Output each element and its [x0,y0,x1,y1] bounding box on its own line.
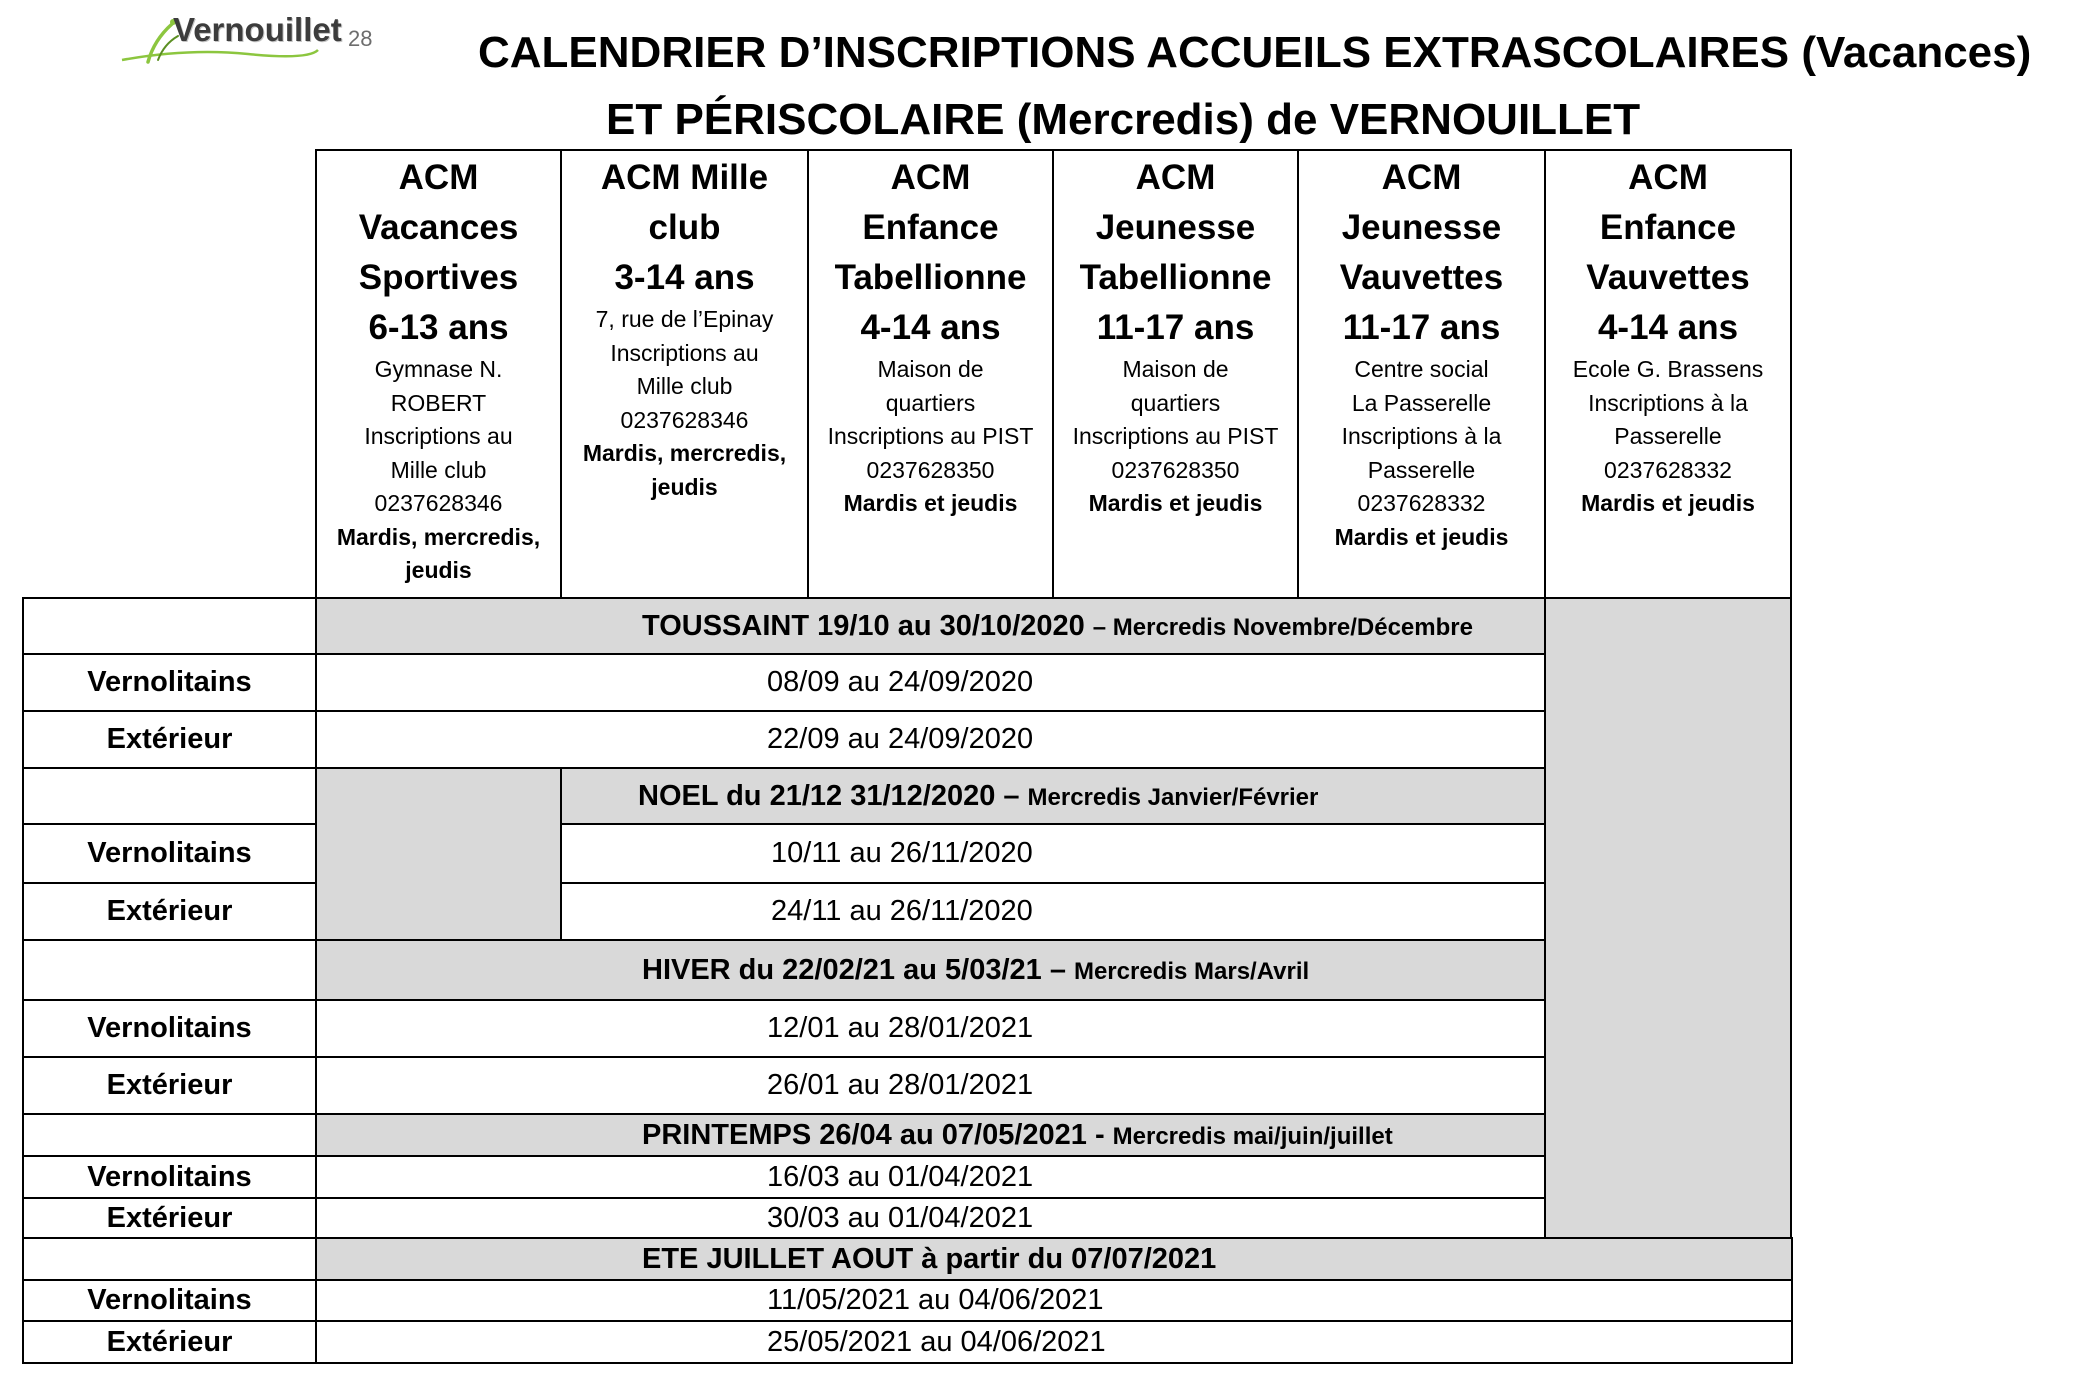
registration-dates [315,1320,1793,1364]
row-label [22,1279,317,1322]
registration-dates-text: 30/03 au 01/04/2021 [767,1201,1034,1234]
column-title-line: ACM [1135,158,1216,197]
row-label [22,653,317,712]
column-days-line: jeudis [651,473,718,500]
period-heading-row [315,1237,1793,1281]
row-label-empty [22,1237,317,1281]
period-heading-note: Mercredis mai/juin/juillet [1112,1122,1393,1150]
column-title-line: 11-17 ans [1096,308,1255,347]
period-heading-row [315,597,1546,655]
column-detail-line: Maison de [1122,356,1229,382]
column-detail-line: Inscriptions au PIST [827,423,1034,449]
column-title-line: 4-14 ans [1597,308,1739,347]
column-detail-line: 7, rue de l’Epinay [595,306,774,332]
row-label [22,1320,317,1364]
period-heading [638,780,1318,813]
column-detail-line: Maison de [877,356,984,382]
column-title-line: Sportives [358,258,519,297]
registration-dates [315,1056,1546,1115]
period-heading-text: NOEL du 21/12 31/12/2020 – [638,779,1020,812]
registration-dates-text: 10/11 au 26/11/2020 [771,837,1033,869]
column-detail-line: Gymnase N. [374,356,503,382]
column-title-line: 11-17 ans [1342,308,1501,347]
column-header-jeunesse-vauvettes [1297,149,1546,599]
column-title-line: 3-14 ans [614,258,755,297]
registration-dates-text: 11/05/2021 au 04/06/2021 [767,1284,1104,1316]
row-label [22,1155,317,1199]
registration-dates [315,1279,1793,1322]
registration-dates-text: 26/01 au 28/01/2021 [767,1069,1034,1101]
column-detail-line: quartiers [885,389,976,416]
registration-dates [315,1197,1546,1239]
column-title-line: 6-13 ans [368,308,509,347]
column-detail-line: Inscriptions au PIST [1072,423,1279,449]
column-detail-line: Inscriptions à la [1341,423,1502,449]
column-detail-line: Inscriptions à la [1588,389,1748,416]
column-title-line: ACM [398,158,479,197]
column-detail-line: Centre social [1354,356,1489,382]
registration-dates-text: 08/09 au 24/09/2020 [767,666,1034,698]
row-label-empty [22,939,317,1001]
column-days-line: Mardis et jeudis [843,490,1018,516]
column-title-line: club [648,208,721,247]
period-heading [642,610,1473,643]
column-detail-line: Passerelle [1614,423,1722,449]
row-label [22,823,317,884]
column-title-line: Enfance [1599,208,1737,247]
row-label-text: Extérieur [106,723,233,755]
registration-dates-text: 12/01 au 28/01/2021 [767,1012,1034,1044]
column-detail-line: La Passerelle [1351,389,1492,416]
column-title-line: 4-14 ans [860,308,1001,347]
column-header-enfance-tabellionne [807,149,1054,599]
period-heading-row [315,1113,1546,1157]
row-label-text: Extérieur [106,895,233,927]
row-label-text: Vernolitains [87,1284,252,1316]
column-detail-line: Inscriptions au [364,423,513,449]
row-label-text: Extérieur [106,1069,233,1101]
column-detail-line: Mille club [636,373,733,399]
column-title-line: Vacances [358,208,519,247]
column-detail-line: Mille club [390,456,487,483]
registration-dates-text: 16/03 au 01/04/2021 [767,1160,1034,1193]
registration-dates [315,1155,1546,1199]
column-detail-line: 0237628332 [1357,490,1486,516]
column-title-line: ACM [890,158,971,197]
period-heading [642,1119,1393,1152]
row-label [22,710,317,769]
registration-dates [315,999,1546,1058]
shaded-cell [315,767,562,941]
registration-dates-text: 24/11 au 26/11/2020 [771,895,1033,927]
row-label [22,882,317,941]
column-title-line: Enfance [862,208,999,247]
column-header-vacances-sportives [315,149,562,599]
period-heading [642,1243,1216,1276]
row-label-text: Vernolitains [87,1012,252,1044]
column-days-line: Mardis et jeudis [1581,490,1755,516]
registration-dates-text: 25/05/2021 au 04/06/2021 [767,1325,1106,1358]
shaded-cell [1544,597,1792,1239]
column-title-line: Vauvettes [1586,258,1750,297]
column-title-line: ACM [1628,158,1708,197]
period-heading-row [560,767,1546,825]
registration-dates-text: 22/09 au 24/09/2020 [767,723,1034,755]
column-detail-line: 0237628350 [866,456,995,483]
column-days-line: jeudis [405,557,472,583]
logo-department-number: 28 [348,26,373,51]
registration-dates [315,710,1546,769]
column-days-line: Mardis et jeudis [1334,523,1509,550]
column-title-line: Jeunesse [1095,208,1256,247]
column-days-line: Mardis, mercredis, [582,440,787,466]
page-title-line-1: CALENDRIER D’INSCRIPTIONS ACCUEILS EXTRASCOLAIRES (Vacances) [478,28,2032,77]
column-detail-line: ROBERT [390,389,487,416]
registration-dates [315,653,1546,712]
period-heading-text: HIVER du 22/02/21 au 5/03/21 – [642,953,1066,986]
period-heading-text: PRINTEMPS 26/04 au 07/05/2021 - [642,1118,1105,1151]
column-detail-line: Inscriptions au [610,339,759,366]
period-heading [642,954,1309,987]
column-header-jeunesse-tabellionne [1052,149,1299,599]
row-label [22,999,317,1058]
period-heading-note: – Mercredis Novembre/Décembre [1092,613,1473,641]
logo-wordmark: Vernouillet [173,11,342,48]
column-detail-line: Ecole G. Brassens [1572,356,1764,382]
vernouillet-logo [118,10,398,70]
row-label-empty [22,597,317,655]
column-detail-line: 0237628350 [1111,456,1240,483]
column-detail-line: 0237628346 [374,490,503,516]
column-detail-line: 0237628346 [620,406,749,433]
period-heading-row [315,939,1546,1001]
column-header-enfance-vauvettes [1544,149,1792,599]
row-label-text: Vernolitains [87,1160,252,1193]
row-label [22,1056,317,1115]
row-label [22,1197,317,1239]
period-heading-text: ETE JUILLET AOUT à partir du 07/07/2021 [642,1242,1217,1275]
column-title-line: Tabellionne [1079,258,1272,297]
period-heading-text: TOUSSAINT 19/10 au 30/10/2020 [642,609,1085,642]
column-days-line: Mardis et jeudis [1088,490,1263,516]
column-days-line: Mardis, mercredis, [336,523,541,550]
column-detail-line: 0237628332 [1604,456,1732,483]
column-title-line: Jeunesse [1341,208,1502,247]
row-label-text: Vernolitains [87,666,252,698]
column-title-line: Tabellionne [834,258,1027,297]
column-detail-line: quartiers [1130,389,1221,416]
column-header-mille-club [560,149,809,599]
row-label-text: Extérieur [106,1325,233,1358]
row-label-text: Extérieur [106,1201,233,1234]
registration-dates [560,882,1546,941]
row-label-empty [22,1113,317,1157]
page-title-line-2: ET PÉRISCOLAIRE (Mercredis) de VERNOUILLET [606,95,1641,144]
row-label-empty [22,767,317,825]
column-title-line: Vauvettes [1339,258,1504,297]
period-heading-note: Mercredis Janvier/Février [1027,783,1319,811]
column-title-line: ACM [1381,158,1462,197]
row-label-text: Vernolitains [87,837,252,869]
column-title-line: ACM Mille [600,158,769,197]
period-heading-note: Mercredis Mars/Avril [1073,957,1310,985]
column-detail-line: Passerelle [1367,456,1476,483]
registration-dates [560,823,1546,884]
